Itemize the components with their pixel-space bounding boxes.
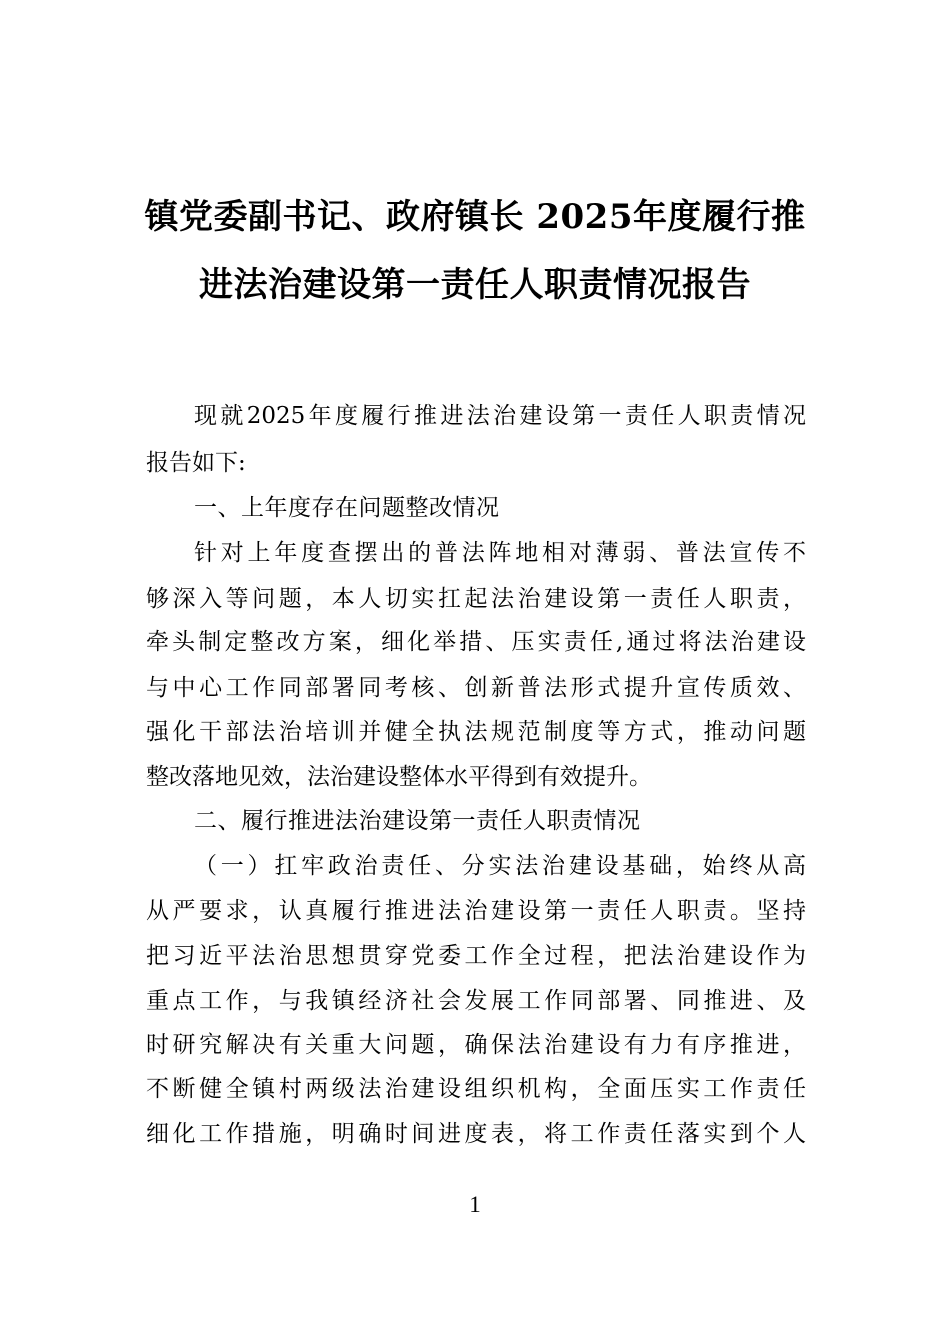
- page-number: 1: [469, 1192, 481, 1217]
- section-2-line-5: 时研究解决有关重大问题，确保法治建设有力有序推进，: [146, 1032, 806, 1058]
- document-title-line-1: 镇党委副书记、政府镇长 2025年度履行推: [144, 197, 806, 237]
- section-1-line-5: 强化干部法治培训并健全执法规范制度等方式，推动问题: [146, 719, 806, 745]
- section-2-line-7: 细化工作措施，明确时间进度表，将工作责任落实到个人: [146, 1121, 806, 1147]
- intro-line-1: 现就2025年度履行推进法治建设第一责任人职责情况: [194, 403, 806, 429]
- section-1-line-4: 与中心工作同部署同考核、创新普法形式提升宣传质效、: [146, 675, 806, 701]
- section-1-line-2: 够深入等问题，本人切实扛起法治建设第一责任人职责，: [146, 586, 806, 612]
- section-2-line-6: 不断健全镇村两级法治建设组织机构，全面压实工作责任: [146, 1076, 806, 1102]
- section-2-heading: 二、履行推进法治建设第一责任人职责情况: [194, 808, 641, 834]
- section-2-line-4: 重点工作，与我镇经济社会发展工作同部署、同推进、及: [146, 988, 806, 1014]
- section-1-line-3: 牵头制定整改方案，细化举措、压实责任,通过将法治建设: [146, 629, 806, 655]
- section-1-line-1: 针对上年度查摆出的普法阵地相对薄弱、普法宣传不: [194, 540, 806, 566]
- section-2-line-3: 把习近平法治思想贯穿党委工作全过程，把法治建设作为: [146, 943, 806, 969]
- section-2-line-1: （一）扛牢政治责任、分实法治建设基础，始终从高: [194, 853, 806, 879]
- document-title-line-2: 进法治建设第一责任人职责情况报告: [199, 265, 751, 305]
- section-1-line-6: 整改落地见效，法治建设整体水平得到有效提升。: [146, 764, 652, 790]
- intro-line-2: 报告如下:: [146, 450, 246, 476]
- section-1-heading: 一、上年度存在问题整改情况: [194, 495, 500, 521]
- section-2-line-2: 从严要求，认真履行推进法治建设第一责任人职责。坚持: [146, 898, 806, 924]
